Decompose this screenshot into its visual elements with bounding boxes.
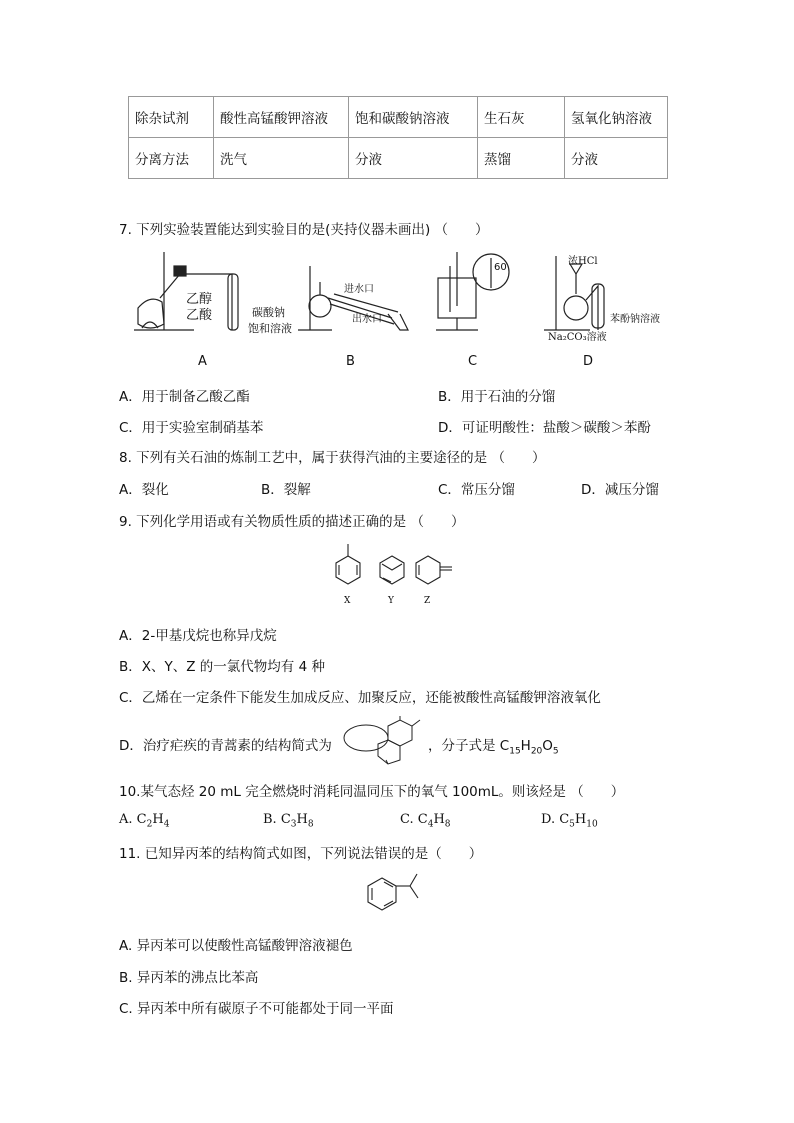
q11-option-c: C. 异丙苯中所有碳原子不可能都处于同一平面	[119, 1001, 394, 1017]
label-water-inlet: 进水口	[344, 284, 374, 295]
q10-option-b: B. $C_3H_8$	[263, 812, 314, 830]
panel-letter-d: D	[583, 354, 594, 369]
artemisinin-drawing	[340, 716, 428, 766]
table-row	[129, 138, 668, 179]
label-sodium-carbonate: 碳酸钠	[252, 306, 285, 319]
q9-option-a: A．2-甲基戊烷也称异戊烷	[119, 628, 277, 644]
q10-stem: 10.某气态烃 20 mL 完全燃烧时消耗同温同压下的氧气 100mL。则该烃是 （ ）	[119, 784, 625, 800]
q9-option-c: C．乙烯在一定条件下能发生加成反应、加聚反应，还能被酸性高锰酸钾溶液氧化	[119, 690, 601, 706]
table-cell: 分液	[565, 138, 668, 179]
table-cell: 洗气	[214, 138, 349, 179]
q11-option-b: B. 异丙苯的沸点比苯高	[119, 970, 259, 986]
table-cell: 除杂试剂	[129, 97, 214, 138]
table-cell: 饱和碳酸钠溶液	[349, 97, 478, 138]
label-acetic-acid: 乙酸	[186, 308, 213, 323]
struct-label-z: Z	[424, 596, 431, 606]
q8-option-c: C．常压分馏	[438, 482, 515, 498]
q10-option-d: D. $C_5H_{10}$	[541, 812, 598, 830]
q9-option-d-formula: ，分子式是 $C_{15}H_{20}O_5$	[428, 738, 559, 757]
label-conc-hcl: 浓HCl	[568, 256, 598, 267]
struct-label-y: Y	[388, 596, 394, 606]
table-cell: 蒸馏	[478, 138, 565, 179]
q7-option-d: D．可证明酸性：盐酸＞碳酸＞苯酚	[438, 420, 651, 436]
table-cell: 分液	[349, 138, 478, 179]
label-ethanol: 乙醇	[186, 292, 213, 307]
q8-option-a: A．裂化	[119, 482, 169, 498]
panel-letter-b: B	[346, 354, 355, 369]
label-saturated-solution: 饱和溶液	[248, 322, 292, 335]
cumene-structure	[362, 870, 442, 920]
q10-option-c: C. $C_4H_8$	[400, 812, 451, 830]
table-cell: 氢氧化钠溶液	[565, 97, 668, 138]
separation-table	[128, 96, 668, 179]
q7-option-c: C．用于实验室制硝基苯	[119, 420, 264, 436]
cumene-drawing	[362, 870, 442, 920]
q8-stem: 8. 下列有关石油的炼制工艺中，属于获得汽油的主要途径的是 （ ）	[119, 450, 546, 466]
q7-option-a: A．用于制备乙酸乙酯	[119, 389, 250, 405]
q7-apparatus-figure	[120, 246, 680, 376]
q11-option-a: A. 异丙苯可以使酸性高锰酸钾溶液褪色	[119, 938, 353, 954]
q9-option-d	[119, 734, 332, 754]
label-na2co3-solution: Na₂CO₃溶液	[548, 332, 607, 343]
q10-option-a: A. $C_2H_4$	[119, 812, 170, 830]
struct-label-x: X	[344, 596, 351, 606]
table-cell: 分离方法	[129, 138, 214, 179]
label-phenolate: 苯酚钠溶液	[610, 314, 660, 325]
q7-stem: 7. 下列实验装置能达到实验目的是(夹持仪器未画出) （ ）	[119, 222, 489, 238]
q8-option-d: D．减压分馏	[581, 482, 659, 498]
panel-letter-c: C	[468, 354, 478, 369]
table-cell: 生石灰	[478, 97, 565, 138]
label-thermometer: 60	[494, 262, 507, 273]
q9-structures	[330, 540, 460, 610]
q8-option-b: B．裂解	[261, 482, 311, 498]
panel-letter-a: A	[198, 354, 207, 369]
q7-option-b: B．用于石油的分馏	[438, 389, 556, 405]
xyz-structures-drawing	[330, 540, 460, 596]
q9-option-d-text: D．治疗疟疾的青蒿素的结构简式为	[119, 738, 332, 754]
table-cell: 酸性高锰酸钾溶液	[214, 97, 349, 138]
q9-stem: 9. 下列化学用语或有关物质性质的描述正确的是 （ ）	[119, 514, 465, 530]
q9-option-b: B．X、Y、Z 的一氯代物均有 4 种	[119, 659, 325, 675]
artemisinin-structure	[340, 716, 428, 766]
table-row	[129, 97, 668, 138]
label-water-outlet: 出水口	[352, 314, 382, 325]
q11-stem: 11. 已知异丙苯的结构简式如图，下列说法错误的是（ ）	[119, 846, 483, 862]
